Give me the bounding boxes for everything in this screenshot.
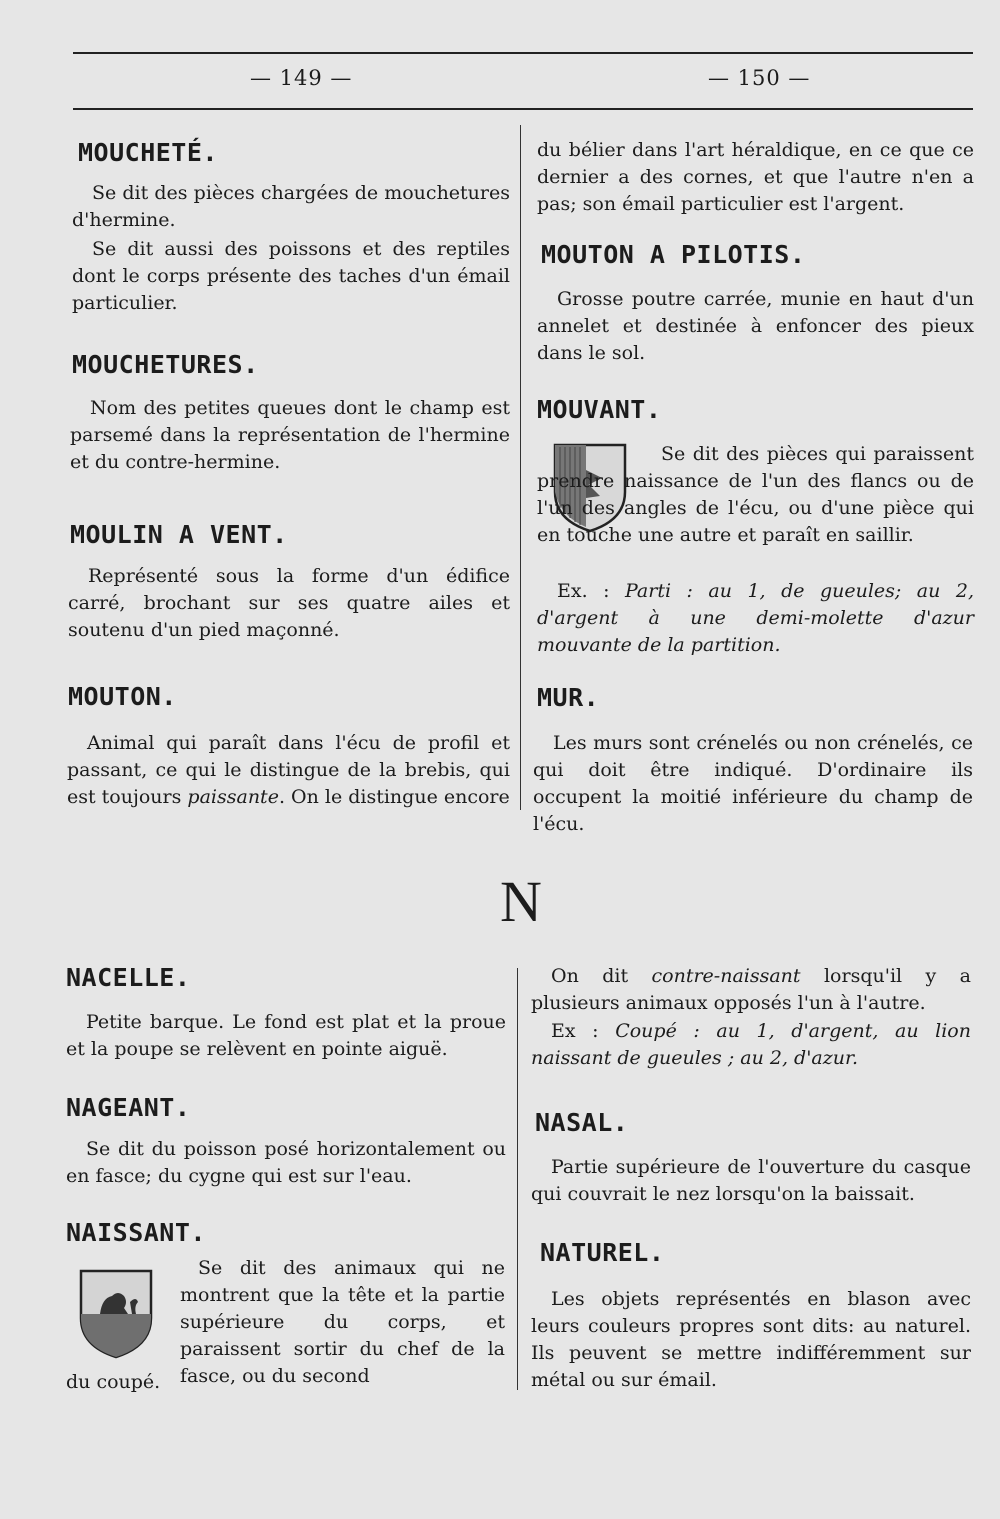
entry-title-mouton: MOUTON.: [68, 682, 177, 711]
contre-naissant-em: contre-naissant: [651, 965, 801, 987]
contre-naissant-text-b: lorsqu'il y a plusieurs animaux opposés l'un à l'autre.: [531, 965, 971, 1014]
column-divider-bottom: [517, 968, 518, 1390]
naissant-example-label: Ex :: [551, 1020, 616, 1042]
mouton-text-em: paissante: [187, 786, 279, 808]
entry-title-mouchetures: MOUCHETURES.: [72, 350, 259, 379]
page-number-left: — 149 —: [250, 66, 353, 90]
naissant-example: [531, 1018, 971, 1072]
entry-text-nageant: Se dit du poisson posé horizontalement ou en fasce; du cygne qui est sur l'eau.: [66, 1138, 506, 1187]
section-letter: N: [500, 869, 542, 934]
mouvant-example: [537, 578, 974, 659]
entry-text-mouchetures: Nom des petites queues dont le champ est parsemé dans la représentation de l'hermine et du contre-hermine.: [70, 397, 510, 473]
entry-title-nacelle: NACELLE.: [66, 963, 191, 992]
naissant-shield-illustration: [78, 1268, 154, 1360]
entry-text-moulin-a-vent: Représenté sous la forme d'un édifice carré, brochant sur ses quatre ailes et soutenu d'un pied maçonné.: [68, 565, 510, 641]
entry-text-mouton-continued: du bélier dans l'art héraldique, en ce que ce dernier a des cornes, et que l'autre n'en a pas; son émail particulier est l'argent.: [537, 139, 974, 215]
header-rule-bottom: [73, 108, 973, 110]
entry-text-mouton: [67, 730, 510, 811]
entry-title-nasal: NASAL.: [535, 1108, 629, 1137]
column-divider-top: [520, 125, 521, 810]
entry-title-mouvant: MOUVANT.: [537, 395, 662, 424]
mouton-text-b: . On le distingue encore: [278, 786, 510, 808]
entry-text-nacelle: Petite barque. Le fond est plat et la proue et la poupe se relèvent en pointe aiguë.: [66, 1011, 506, 1060]
entry-text-naissant-continued: [531, 963, 971, 1017]
mouvant-example-label: Ex. :: [557, 580, 625, 602]
naissant-example-text: Coupé : au 1, d'argent, au lion naissant de gueules ; au 2, d'azur.: [531, 1020, 971, 1069]
contre-naissant-text-a: On dit: [551, 965, 652, 987]
entry-text-mouvant: Se dit des pièces qui paraissent prendre naissance de l'un des flancs ou de l'un des angles de l'écu, ou d'une pièce qui en touche une autre et paraît en saillir.: [537, 443, 974, 546]
entry-title-mouton-a-pilotis: MOUTON A PILOTIS.: [541, 240, 806, 269]
mouton-text-a: Animal qui paraît dans l'écu de profil et passant, ce qui le distingue de la brebis, qui est toujours: [67, 732, 510, 808]
entry-text-naissant-end: du coupé.: [66, 1371, 161, 1393]
mouvant-example-text: Parti : au 1, de gueules; au 2, d'argent à une demi-molette d'azur mouvante de la partition.: [537, 580, 974, 656]
entry-title-naturel: NATUREL.: [540, 1238, 665, 1267]
entry-text-naturel: Les objets représentés en blason avec leurs couleurs propres sont dits: au naturel. Ils peuvent se mettre indifféremment sur métal ou sur émail.: [531, 1288, 971, 1391]
entry-title-naissant: NAISSANT.: [66, 1218, 206, 1247]
entry-text-mur: Les murs sont crénelés ou non crénelés, ce qui doit être indiqué. D'ordinaire ils occupent la moitié inférieure du champ de l'écu.: [533, 732, 973, 835]
entry-title-moulin-a-vent: MOULIN A VENT.: [70, 520, 288, 549]
entry-text-nasal: Partie supérieure de l'ouverture du casque qui couvrait le nez lorsqu'on la baissait.: [531, 1156, 971, 1205]
entry-title-nageant: NAGEANT.: [66, 1093, 191, 1122]
entry-title-mur: MUR.: [537, 683, 600, 712]
page-number-right: — 150 —: [708, 66, 811, 90]
entry-text-naissant: Se dit des animaux qui ne montrent que la tête et la partie supérieure du corps, et paraissent sortir du chef de la fasce, ou du second: [180, 1257, 505, 1387]
entry-text-mouchete-1: Se dit des pièces chargées de mouchetures d'hermine.: [72, 182, 510, 231]
header-rule-top: [73, 52, 973, 54]
entry-title-mouchete: MOUCHETÉ.: [78, 138, 218, 167]
entry-text-mouton-a-pilotis: Grosse poutre carrée, munie en haut d'un annelet et destinée à enfoncer des pieux dans le sol.: [537, 288, 974, 364]
entry-text-mouchete-2: Se dit aussi des poissons et des reptiles dont le corps présente des taches d'un émail particulier.: [72, 238, 510, 314]
